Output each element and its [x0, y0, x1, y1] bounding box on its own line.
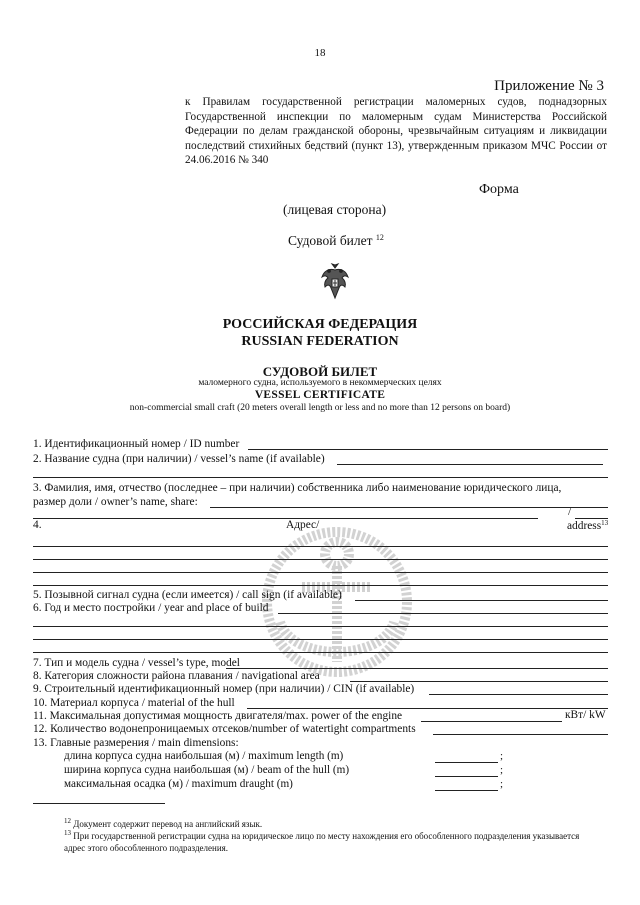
field-engine-power-label: 11. Максимальная допустимая мощность двигателя/max. power of the engine	[33, 710, 403, 722]
appendix-text	[185, 95, 607, 168]
dimension-draught-sep: ;	[500, 778, 504, 790]
field-nav-area-label: 8. Категория сложности района плавания / navigational area	[33, 670, 320, 682]
dimension-length-label: длина корпуса судна наибольшая (м) / maximum length (m)	[64, 750, 344, 762]
footnote-12-ref: 12	[64, 817, 71, 825]
footnote-13-ref: 13	[64, 829, 71, 837]
footnote-12-text: Документ содержит перевод на английский язык.	[73, 819, 263, 829]
dimension-beam-sep: ;	[500, 764, 504, 776]
country-ru: РОССИЙСКАЯ ФЕДЕРАЦИЯ	[222, 317, 418, 332]
dimension-draught-label: максимальная осадка (м) / maximum draught (m)	[64, 778, 293, 790]
dimension-length-line[interactable]	[435, 762, 498, 763]
field-address-line-1[interactable]	[33, 546, 608, 547]
field-address-label-en	[567, 519, 608, 532]
field-build-line[interactable]	[278, 613, 608, 614]
field-address-footnote-ref: 13	[601, 519, 609, 527]
certificate-title-ru: СУДОВОЙ БИЛЕТ	[262, 364, 378, 379]
double-headed-eagle-emblem-icon	[319, 262, 351, 302]
footnote-divider	[33, 803, 165, 804]
field-engine-power-unit: кВт/ kW	[565, 709, 606, 721]
ticket-title-text: Судовой билет	[288, 233, 373, 248]
dimension-length-sep: ;	[500, 750, 504, 762]
ticket-footnote-ref: 12	[375, 233, 384, 242]
field-compartments-line[interactable]	[433, 734, 608, 735]
certificate-subtitle-ru: маломерного судна, используемого в некоммерческих целях	[198, 378, 442, 388]
field-id-number-label: 1. Идентификационный номер / ID number	[33, 438, 240, 450]
field-dimensions-label: 13. Главные размерения / main dimensions:	[33, 737, 239, 749]
footnote-13-text: При государственной регистрации судна на юридическое лицо по месту нахождения его обособленного подразделения указывается адрес этого обособленного подразделения.	[64, 831, 580, 853]
field-address-number: 4.	[33, 519, 42, 531]
field-address-line-4[interactable]	[33, 585, 608, 586]
field-address-label-en-text: address	[567, 520, 602, 532]
field-compartments-label: 12. Количество водонепроницаемых отсеков/number of watertight compartments	[33, 723, 416, 735]
side-label: (лицевая сторона)	[283, 202, 387, 217]
field-address-line-2[interactable]	[33, 559, 608, 560]
field-build-line-4[interactable]	[33, 652, 608, 653]
field-build-label: 6. Год и место постройки / year and place of build	[33, 602, 269, 614]
field-vessel-name-line[interactable]	[337, 464, 603, 465]
field-address-label-ru: Адрес/	[286, 519, 320, 531]
field-call-sign-label: 5. Позывной сигнал судна (если имеется) / call sign (if available)	[33, 589, 342, 601]
field-address-line-3[interactable]	[33, 572, 608, 573]
field-vessel-name-continuation-line[interactable]	[33, 477, 608, 478]
certificate-title-en: VESSEL CERTIFICATE	[254, 389, 386, 401]
field-owner-line[interactable]	[210, 507, 608, 508]
appendix-title: Приложение № 3	[494, 78, 604, 94]
field-hull-material-label: 10. Материал корпуса / material of the hull	[33, 697, 235, 709]
dimension-draught-line[interactable]	[435, 790, 498, 791]
certificate-subtitle-en: non-commercial small craft (20 meters overall length or less and no more than 12 persons on board)	[129, 403, 511, 413]
field-build-line-3[interactable]	[33, 639, 608, 640]
dimension-beam-label: ширина корпуса судна наибольшая (м) / beam of the hull (m)	[64, 764, 350, 776]
field-owner-label: 3. Фамилия, имя, отчество (последнее – при наличии) собственника либо наименование юридического лица,	[33, 482, 562, 494]
field-cin-line[interactable]	[429, 694, 608, 695]
appendix-paragraph: к Правилам государственной регистрации маломерных судов, поднадзорных Государственной инспекции по маломерным судам Министерства Российской Федерации по делам гражданской обороны, чрезвычайным ситуациям и ликвидации последствий стихийных бедствий (пункт 13), утвержденным приказом МЧС России от 24.06.2016 № 340	[185, 96, 607, 167]
field-build-line-2[interactable]	[33, 626, 608, 627]
field-owner-slash: /	[568, 506, 572, 518]
field-cin-label: 9. Строительный идентификационный номер (при наличии) / CIN (if available)	[33, 683, 415, 695]
page-number: 18	[314, 47, 326, 59]
field-vessel-name-label: 2. Название судна (при наличии) / vessel’s name (if available)	[33, 453, 325, 465]
footnote-13	[64, 827, 584, 854]
form-label: Форма	[479, 182, 519, 197]
field-owner-label-2: размер доли / owner’s name, share:	[33, 496, 198, 508]
ticket-title	[288, 233, 384, 249]
dimension-beam-line[interactable]	[435, 776, 498, 777]
country-en: RUSSIAN FEDERATION	[241, 334, 399, 349]
field-type-model-label: 7. Тип и модель судна / vessel’s type, model	[33, 657, 240, 669]
field-id-number-line[interactable]	[248, 449, 608, 450]
